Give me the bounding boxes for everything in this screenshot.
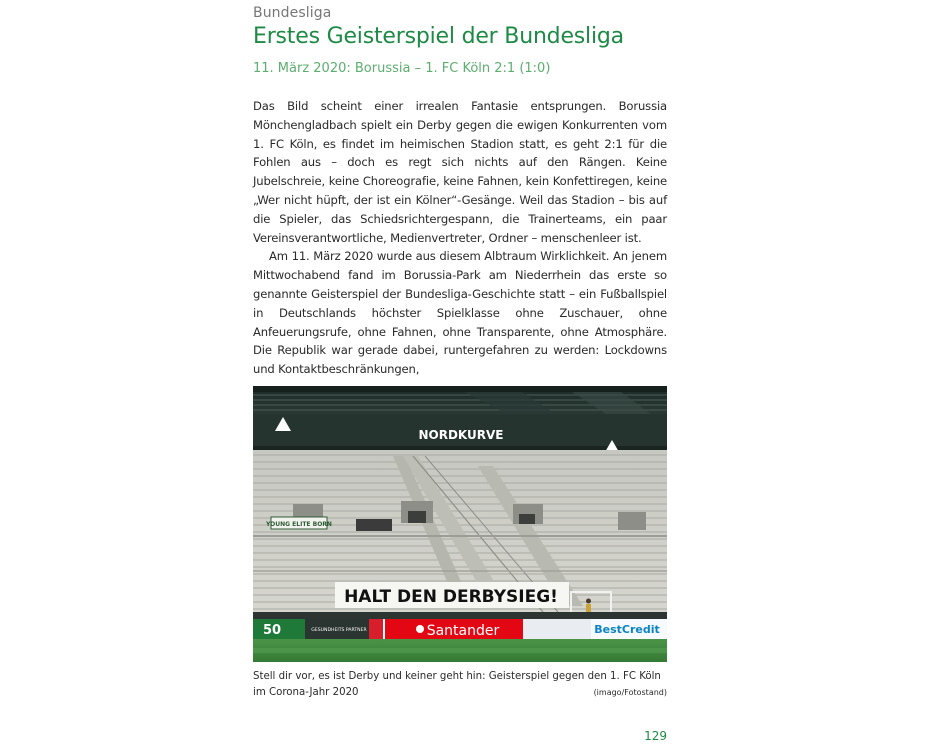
body-text bbox=[253, 97, 667, 379]
paragraph-2: Am 11. März 2020 wurde aus diesem Albtraum Wirklichkeit. An jenem Mittwochabend fand im Borussia-Park am Niederrhein das erste so genannte Geisterspiel der Bundesliga-Geschichte statt – ein Fußballspiel in Deutschlands höchster Spielklasse ohne Zuschauer, ohne Anfeuerungsrufe, ohne Fahnen, ohne Transparente, ohne Atmosphäre. Die Republik war gerade dabei, runtergefahren zu werden: Lockdowns und Kontaktbeschränkungen, bbox=[253, 249, 667, 377]
ad-board-left-text: YOUNG ELITE BORN bbox=[266, 521, 332, 528]
stand-sign: NORDKURVE bbox=[418, 428, 504, 442]
photo-credit: (imago/Fotostand) bbox=[593, 688, 667, 697]
page-number: 129 bbox=[644, 729, 667, 743]
paragraph-1: Das Bild scheint einer irrealen Fantasie entsprungen. Borussia Mönchengladbach spielt ein Derby gegen die ewigen Konkurrenten vom 1. FC Köln, es findet im heimischen Stadion statt, es geht 2:1 für die Fohlen aus – doch es regt sich nichts auf den Rängen. Keine Jubelschreie, keine Choreografie, keine Fahnen, kein Konfettiregen, keine „Wer nicht hüpft, der ist ein Kölner“-Gesänge. Weil das Stadion – bis auf die Spieler, das Schiedsrichtergespann, die Trainerteams, ein paar Vereinsverantwortliche, Medienvertreter, Ordner – menschenleer ist. bbox=[253, 99, 667, 245]
section-label: Bundesliga bbox=[253, 5, 332, 21]
stadium-photo bbox=[253, 386, 667, 662]
match-subtitle: 11. März 2020: Borussia – 1. FC Köln 2:1 (1:0) bbox=[253, 61, 551, 76]
ad-number: 50 bbox=[263, 623, 282, 638]
ad-credit-text: BestCredit bbox=[594, 623, 660, 636]
fan-banner-text: HALT DEN DERBYSIEG! bbox=[344, 587, 558, 607]
photo-caption bbox=[253, 669, 667, 701]
caption-line-1: Stell dir vor, es ist Derby und keiner geht hin: Geisterspiel gegen den 1. FC Köln bbox=[253, 671, 661, 682]
caption-line-2: im Corona-Jahr 2020 bbox=[253, 687, 359, 698]
santander-flame-icon bbox=[416, 625, 424, 633]
ad-partner: GESUNDHEITS PARTNER bbox=[311, 628, 367, 633]
chapter-title: Erstes Geisterspiel der Bundesliga bbox=[253, 24, 624, 49]
ad-santander-text: Santander bbox=[426, 623, 500, 639]
